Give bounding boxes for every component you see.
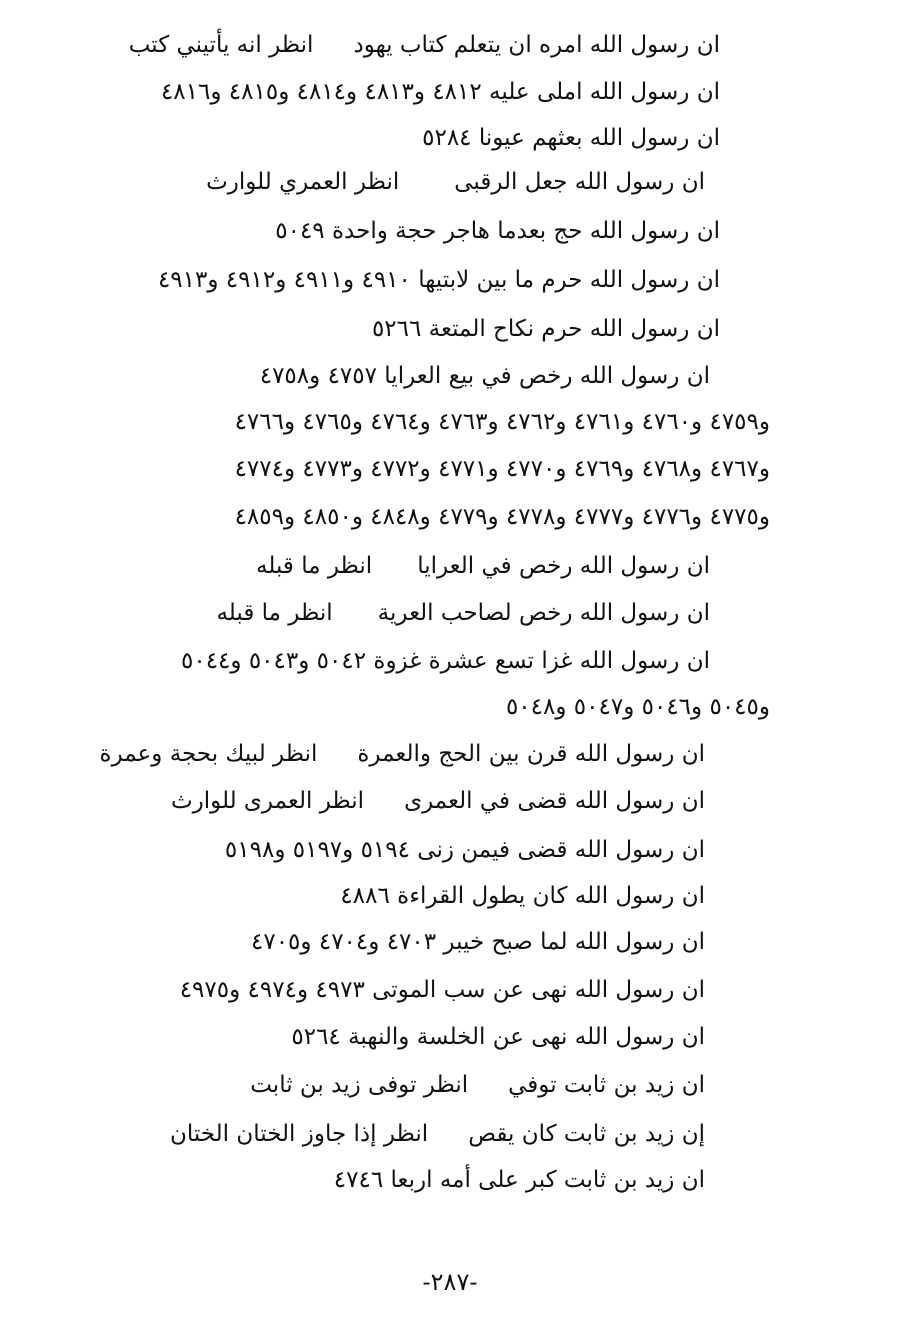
entry-text: ان رسول الله حرم نكاح المتعة ٥٢٦٦ bbox=[371, 316, 720, 342]
index-entry bbox=[216, 596, 710, 630]
index-entry bbox=[251, 925, 705, 959]
entry-text: ان رسول الله رخص في بيع العرايا ٤٧٥٧ و٤٧٥٨ bbox=[259, 363, 710, 389]
entry-text: ان رسول الله قرن بين الحج والعمرة bbox=[357, 741, 705, 767]
entry-text: ان رسول الله جعل الرقبى bbox=[454, 169, 705, 195]
entry-text: إن زيد بن ثابت كان يقص bbox=[468, 1121, 705, 1147]
entry-text: ان رسول الله بعثهم عيونا ٥٢٨٤ bbox=[422, 125, 720, 151]
index-entry bbox=[171, 784, 705, 818]
index-entry bbox=[170, 1117, 705, 1151]
entry-text: ان رسول الله لما صبح خيبر ٤٧٠٣ و٤٧٠٤ و٤٧٠٥ bbox=[251, 929, 705, 955]
index-entry bbox=[235, 500, 770, 534]
index-entry bbox=[181, 644, 710, 678]
index-entry bbox=[158, 263, 720, 297]
index-entry bbox=[161, 75, 720, 109]
entry-text: ان زيد بن ثابت كبر على أمه اربعا ٤٧٤٦ bbox=[333, 1167, 705, 1193]
entry-text: و٥٠٤٥ و٥٠٤٦ و٥٠٤٧ و٥٠٤٨ bbox=[505, 694, 770, 720]
entry-text: ان زيد بن ثابت توفي bbox=[508, 1072, 705, 1098]
index-entry bbox=[250, 1068, 705, 1102]
entry-text: ان رسول الله رخص لصاحب العرية bbox=[377, 600, 710, 626]
index-entry bbox=[291, 1020, 705, 1054]
entry-text: ان رسول الله كان يطول القراءة ٤٨٨٦ bbox=[340, 883, 705, 909]
page-number: -٢٨٧- bbox=[422, 1268, 478, 1296]
entry-text: ان رسول الله قضى في العمرى bbox=[404, 788, 705, 814]
entry-text: ان رسول الله نهى عن سب الموتى ٤٩٧٣ و٤٩٧٤ و٤٩٧٥ bbox=[179, 977, 705, 1003]
entry-text: ان رسول الله حج بعدما هاجر حجة واحدة ٥٠٤٩ bbox=[275, 218, 720, 244]
entry-cross-reference: انظر إذا جاوز الختان الختان bbox=[169, 1121, 429, 1147]
entry-text: ان رسول الله قضى فيمن زنى ٥١٩٤ و٥١٩٧ و٥١٩٨ bbox=[224, 837, 705, 863]
entry-cross-reference: انظر العمري للوارث bbox=[206, 169, 400, 195]
entry-text: و٤٧٧٥ و٤٧٧٦ و٤٧٧٧ و٤٧٧٨ و٤٧٧٩ و٤٨٤٨ و٤٨٥٠ و٤٨٥٩ bbox=[234, 504, 770, 530]
index-entry bbox=[129, 28, 720, 62]
index-entry bbox=[235, 405, 770, 439]
index-entry bbox=[506, 690, 770, 724]
entry-text: ان رسول الله نهى عن الخلسة والنهبة ٥٢٦٤ bbox=[291, 1024, 705, 1050]
entry-text: ان رسول الله امره ان يتعلم كتاب يهود bbox=[353, 32, 720, 58]
index-entry bbox=[235, 452, 770, 486]
entry-text: و٤٧٥٩ و٤٧٦٠ و٤٧٦١ و٤٧٦٢ و٤٧٦٣ و٤٧٦٤ و٤٧٦٥ و٤٧٦٦ bbox=[234, 409, 770, 435]
index-entry bbox=[260, 359, 710, 393]
entry-text: ان رسول الله غزا تسع عشرة غزوة ٥٠٤٢ و٥٠٤٣ و٥٠٤٤ bbox=[180, 648, 710, 674]
index-entry bbox=[275, 214, 720, 248]
entry-text: و٤٧٦٧ و٤٧٦٨ و٤٧٦٩ و٤٧٧٠ و٤٧٧١ و٤٧٧٢ و٤٧٧٣ و٤٧٧٤ bbox=[234, 456, 770, 482]
entry-text: ان رسول الله حرم ما بين لابتيها ٤٩١٠ و٤٩١١ و٤٩١٢ و٤٩١٣ bbox=[157, 267, 720, 293]
entry-cross-reference: انظر ما قبله bbox=[256, 553, 373, 579]
entry-text: ان رسول الله رخص في العرايا bbox=[417, 553, 710, 579]
index-entry bbox=[225, 833, 705, 867]
index-entry bbox=[334, 1163, 705, 1197]
index-entry bbox=[180, 973, 705, 1007]
entry-cross-reference: انظر العمرى للوارث bbox=[170, 788, 365, 814]
index-entry bbox=[340, 879, 705, 913]
entry-cross-reference: انظر انه يأتيني كتب bbox=[128, 32, 314, 58]
entry-cross-reference: انظر لبيك بحجة وعمرة bbox=[99, 741, 318, 767]
index-entry bbox=[100, 737, 705, 771]
index-entry bbox=[372, 312, 720, 346]
entry-cross-reference: انظر ما قبله bbox=[216, 600, 333, 626]
index-entry bbox=[256, 549, 710, 583]
index-entry bbox=[422, 121, 720, 155]
entry-text: ان رسول الله املى عليه ٤٨١٢ و٤٨١٣ و٤٨١٤ و٤٨١٥ و٤٨١٦ bbox=[160, 79, 720, 105]
index-entry bbox=[206, 165, 705, 199]
entry-cross-reference: انظر توفى زيد بن ثابت bbox=[250, 1072, 469, 1098]
